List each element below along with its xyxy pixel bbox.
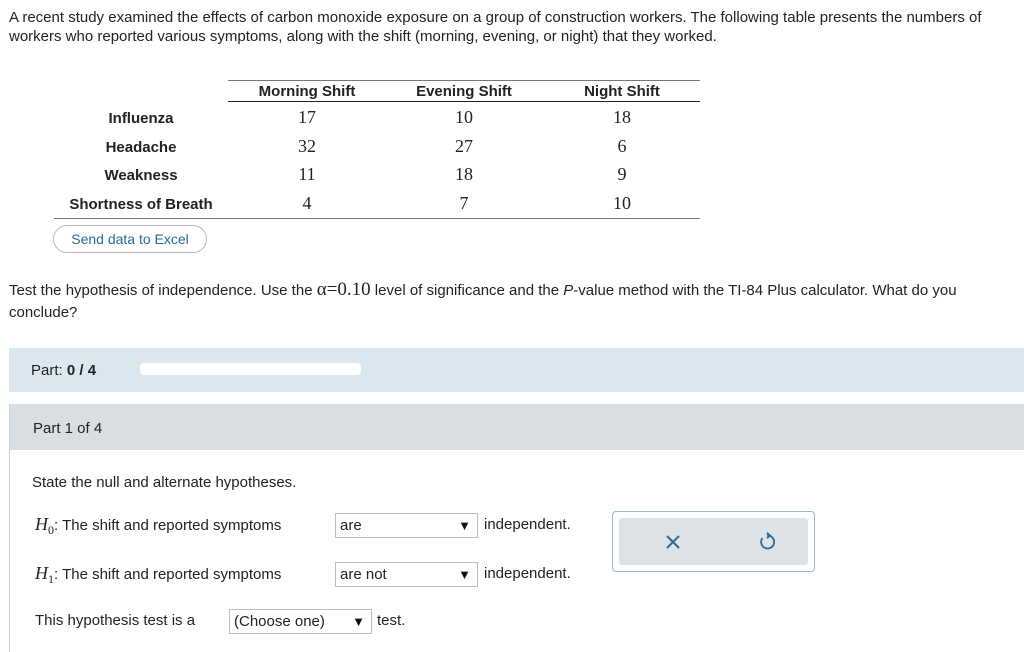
dropdown-arrow-icon: ▼ <box>458 518 471 533</box>
table-bottom-rule <box>54 218 700 219</box>
table-cell: 10 <box>613 193 631 213</box>
null-hypothesis-suffix: independent. <box>484 516 571 533</box>
column-header-morning: Morning Shift <box>258 83 356 100</box>
table-cell: 17 <box>298 107 316 127</box>
close-icon <box>661 530 685 554</box>
null-hypothesis-label: $H_0$: The shift and reported symptoms <box>35 514 282 537</box>
table-cell: 27 <box>455 136 473 156</box>
table-cell: 10 <box>455 107 473 127</box>
undo-answer-button[interactable] <box>755 530 779 554</box>
alternate-hypothesis-suffix: independent. <box>484 565 571 582</box>
table-cell: 4 <box>302 193 312 213</box>
answer-actions <box>612 511 815 572</box>
progress-label: Part: 0 / 4 <box>31 362 97 379</box>
alternate-hypothesis-label: $H_1$: The shift and reported symptoms <box>35 563 282 586</box>
alpha-value: α=0.10 <box>316 279 371 300</box>
progress-bar <box>140 363 361 375</box>
row-header-influenza: Influenza <box>108 110 174 127</box>
part-title: Part 1 of 4 <box>33 420 103 437</box>
column-header-evening: Evening Shift <box>416 83 512 100</box>
table-cell: 11 <box>298 164 316 184</box>
dropdown-arrow-icon: ▼ <box>458 567 471 582</box>
progress-band <box>9 348 1024 392</box>
null-hypothesis-select[interactable]: are ▼ <box>335 513 478 538</box>
table-cell: 18 <box>455 164 473 184</box>
column-header-night: Night Shift <box>584 83 660 100</box>
problem-intro: A recent study examined the effects of carbon monoxide exposure on a group of construction workers. The following table presents the numbers of workers who reported various symptoms, along with the shift (morning, evening, or night) that they worked. <box>9 9 982 45</box>
test-type-suffix: test. <box>377 612 406 629</box>
table-header-rule <box>228 101 700 102</box>
send-to-excel-button[interactable]: Send data to Excel <box>53 225 207 253</box>
test-type-select[interactable]: (Choose one) ▼ <box>229 609 372 634</box>
question-text: Test the hypothesis of independence. Use the α=0.10 level of significance and the P-value method with the TI-84 Plus calculator. What do you conclude? <box>9 279 957 321</box>
test-type-prefix: This hypothesis test is a <box>35 612 196 629</box>
progress-value: 0 / 4 <box>66 362 97 379</box>
undo-icon <box>755 530 779 554</box>
dropdown-arrow-icon: ▼ <box>352 614 365 629</box>
row-header-weakness: Weakness <box>104 167 178 184</box>
clear-answer-button[interactable] <box>661 530 685 554</box>
table-cell: 32 <box>298 136 316 156</box>
table-cell: 9 <box>617 164 627 184</box>
table-top-rule <box>228 80 700 81</box>
row-header-headache: Headache <box>105 139 177 156</box>
row-header-shortness-of-breath: Shortness of Breath <box>69 196 213 213</box>
table-cell: 7 <box>459 193 469 213</box>
part-instruction: State the null and alternate hypotheses. <box>32 474 297 491</box>
table-cell: 6 <box>617 136 627 156</box>
alternate-hypothesis-select[interactable]: are not ▼ <box>335 562 478 587</box>
table-cell: 18 <box>613 107 631 127</box>
part-header <box>10 404 1024 450</box>
